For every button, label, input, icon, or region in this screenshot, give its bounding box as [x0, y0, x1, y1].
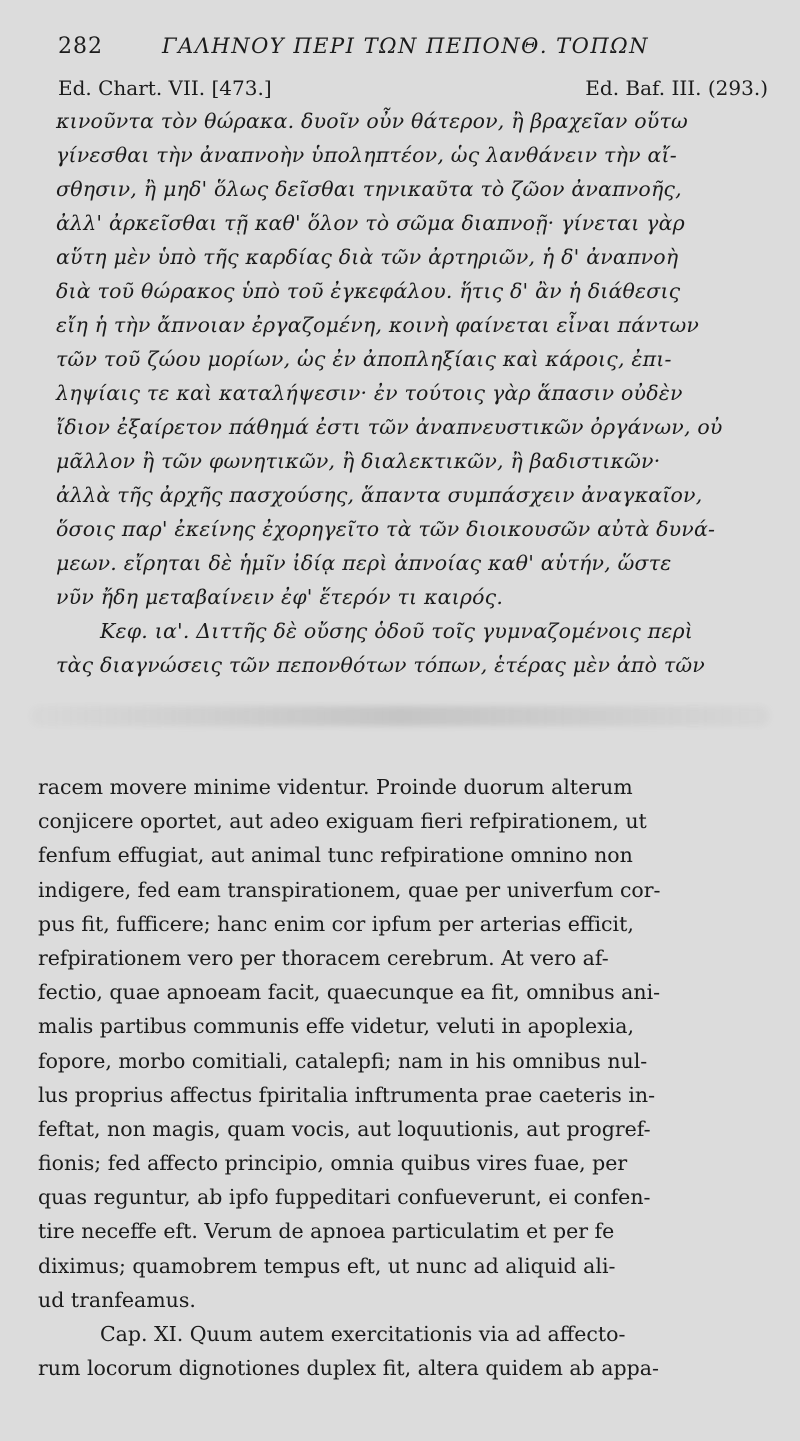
running-title: ΓΑΛΗΝΟΥ ΠΕΡΙ ΤΩΝ ΠΕΠΟΝΘ. ΤΟΠΩΝ [162, 34, 649, 58]
latin-line: indigere, fed eam transpirationem, quae per univerfum cor- [38, 877, 661, 902]
latin-line: tire neceffe eft. Verum de apnoea particulatim et per fe [38, 1219, 615, 1244]
latin-line: quas reguntur, ab ipfo fuppeditari confueverunt, ei confen- [38, 1185, 651, 1210]
latin-text-block [38, 770, 766, 1385]
greek-line: γίνεσθαι τὴν ἀναπνοὴν ὑποληπτέον, ὡς λανθάνειν τὴν αἴ- [56, 143, 677, 167]
latin-line: fectio, quae apnoeam facit, quaecunque ea fit, omnibus ani- [38, 980, 661, 1005]
latin-line: diximus; quamobrem tempus eft, ut nunc ad aliquid ali- [38, 1253, 616, 1278]
latin-line: conjicere oportet, aut adeo exiguam fieri refpirationem, ut [38, 809, 647, 834]
edition-reference-line [58, 72, 768, 102]
edition-chart-reference: Ed. Chart. VII. [473.] [58, 76, 272, 100]
latin-line: ud tranfeamus. [38, 1287, 196, 1312]
greek-line: ἴδιον ἐξαίρετον πάθημά ἐστι τῶν ἀναπνευστικῶν ὀργάνων, οὐ [56, 415, 723, 439]
latin-line: lus proprius affectus fpiritalia inftrumenta prae caeteris in- [38, 1082, 656, 1107]
page-number: 282 [58, 34, 103, 59]
greek-line: κινοῦντα τὸν θώρακα. δυοῖν οὖν θάτερον, ἢ βραχεῖαν οὕτω [56, 109, 688, 133]
latin-line: rum locorum dignotiones duplex fit, altera quidem ab appa- [38, 1356, 659, 1381]
greek-text-block [56, 104, 768, 682]
latin-line: feftat, non magis, quam vocis, aut loquutionis, aut progref- [38, 1116, 651, 1141]
latin-line: fenfum effugiat, aut animal tunc refpiratione omnino non [38, 843, 633, 868]
greek-chapter-heading-line: Κεφ. ια'. Διττῆς δὲ οὔσης ὁδοῦ τοῖς γυμναζομένοις περὶ [100, 619, 694, 643]
greek-line: τὰς διαγνώσεις τῶν πεπονθότων τόπων, ἑτέρας μὲν ἀπὸ τῶν [56, 653, 705, 677]
greek-line: ὅσοις παρ' ἐκείνης ἐχορηγεῖτο τὰ τῶν διοικουσῶν αὐτὰ δυνά- [56, 517, 716, 541]
latin-line: fionis; fed affecto principio, omnia quibus vires fuae, per [38, 1151, 628, 1176]
edition-basel-reference: Ed. Baf. III. (293.) [585, 76, 768, 100]
latin-line: pus fit, fufficere; hanc enim cor ipfum per arterias efficit, [38, 911, 634, 936]
greek-line: νῦν ἤδη μεταβαίνειν ἐφ' ἕτερόν τι καιρός. [56, 585, 504, 609]
latin-line: fopore, morbo comitiali, catalepfi; nam in his omnibus nul- [38, 1048, 648, 1073]
page-smudge [30, 706, 770, 726]
latin-line: racem movere minime videntur. Proinde duorum alterum [38, 775, 633, 799]
latin-line: malis partibus communis effe videtur, veluti in apoplexia, [38, 1014, 634, 1039]
latin-chapter-heading-line: Cap. XI. Quum autem exercitationis via ad affecto- [100, 1322, 626, 1346]
greek-line: μᾶλλον ἢ τῶν φωνητικῶν, ἢ διαλεκτικῶν, ἢ βαδιστικῶν· [56, 449, 661, 473]
greek-line: αὕτη μὲν ὑπὸ τῆς καρδίας διὰ τῶν ἀρτηριῶν, ἡ δ' ἀναπνοὴ [56, 245, 679, 269]
running-head [58, 30, 748, 64]
greek-line: ἀλλ' ἀρκεῖσθαι τῇ καθ' ὅλον τὸ σῶμα διαπνοῇ· γίνεται γὰρ [56, 211, 685, 235]
greek-line: τῶν τοῦ ζώου μορίων, ὡς ἐν ἀποπληξίαις καὶ κάροις, ἐπι- [56, 347, 672, 371]
latin-line: refpirationem vero per thoracem cerebrum. At vero af- [38, 945, 609, 970]
greek-line: σθησιν, ἢ μηδ' ὅλως δεῖσθαι τηνικαῦτα τὸ ζῶον ἀναπνοῆς, [56, 177, 682, 201]
greek-line: εἴη ἡ τὴν ἄπνοιαν ἐργαζομένη, κοινὴ φαίνεται εἶναι πάντων [56, 313, 700, 337]
greek-line: μεων. εἴρηται δὲ ἡμῖν ἰδίᾳ περὶ ἀπνοίας καθ' αὑτήν, ὥστε [56, 551, 672, 575]
greek-line: ἀλλὰ τῆς ἀρχῆς πασχούσης, ἅπαντα συμπάσχειν ἀναγκαῖον, [56, 483, 703, 507]
greek-line: ληψίαις τε καὶ καταλήψεσιν· ἐν τούτοις γὰρ ἅπασιν οὐδὲν [56, 381, 683, 405]
greek-line: διὰ τοῦ θώρακος ὑπὸ τοῦ ἐγκεφάλου. ἥτις δ' ἂν ἡ διάθεσις [56, 279, 681, 303]
